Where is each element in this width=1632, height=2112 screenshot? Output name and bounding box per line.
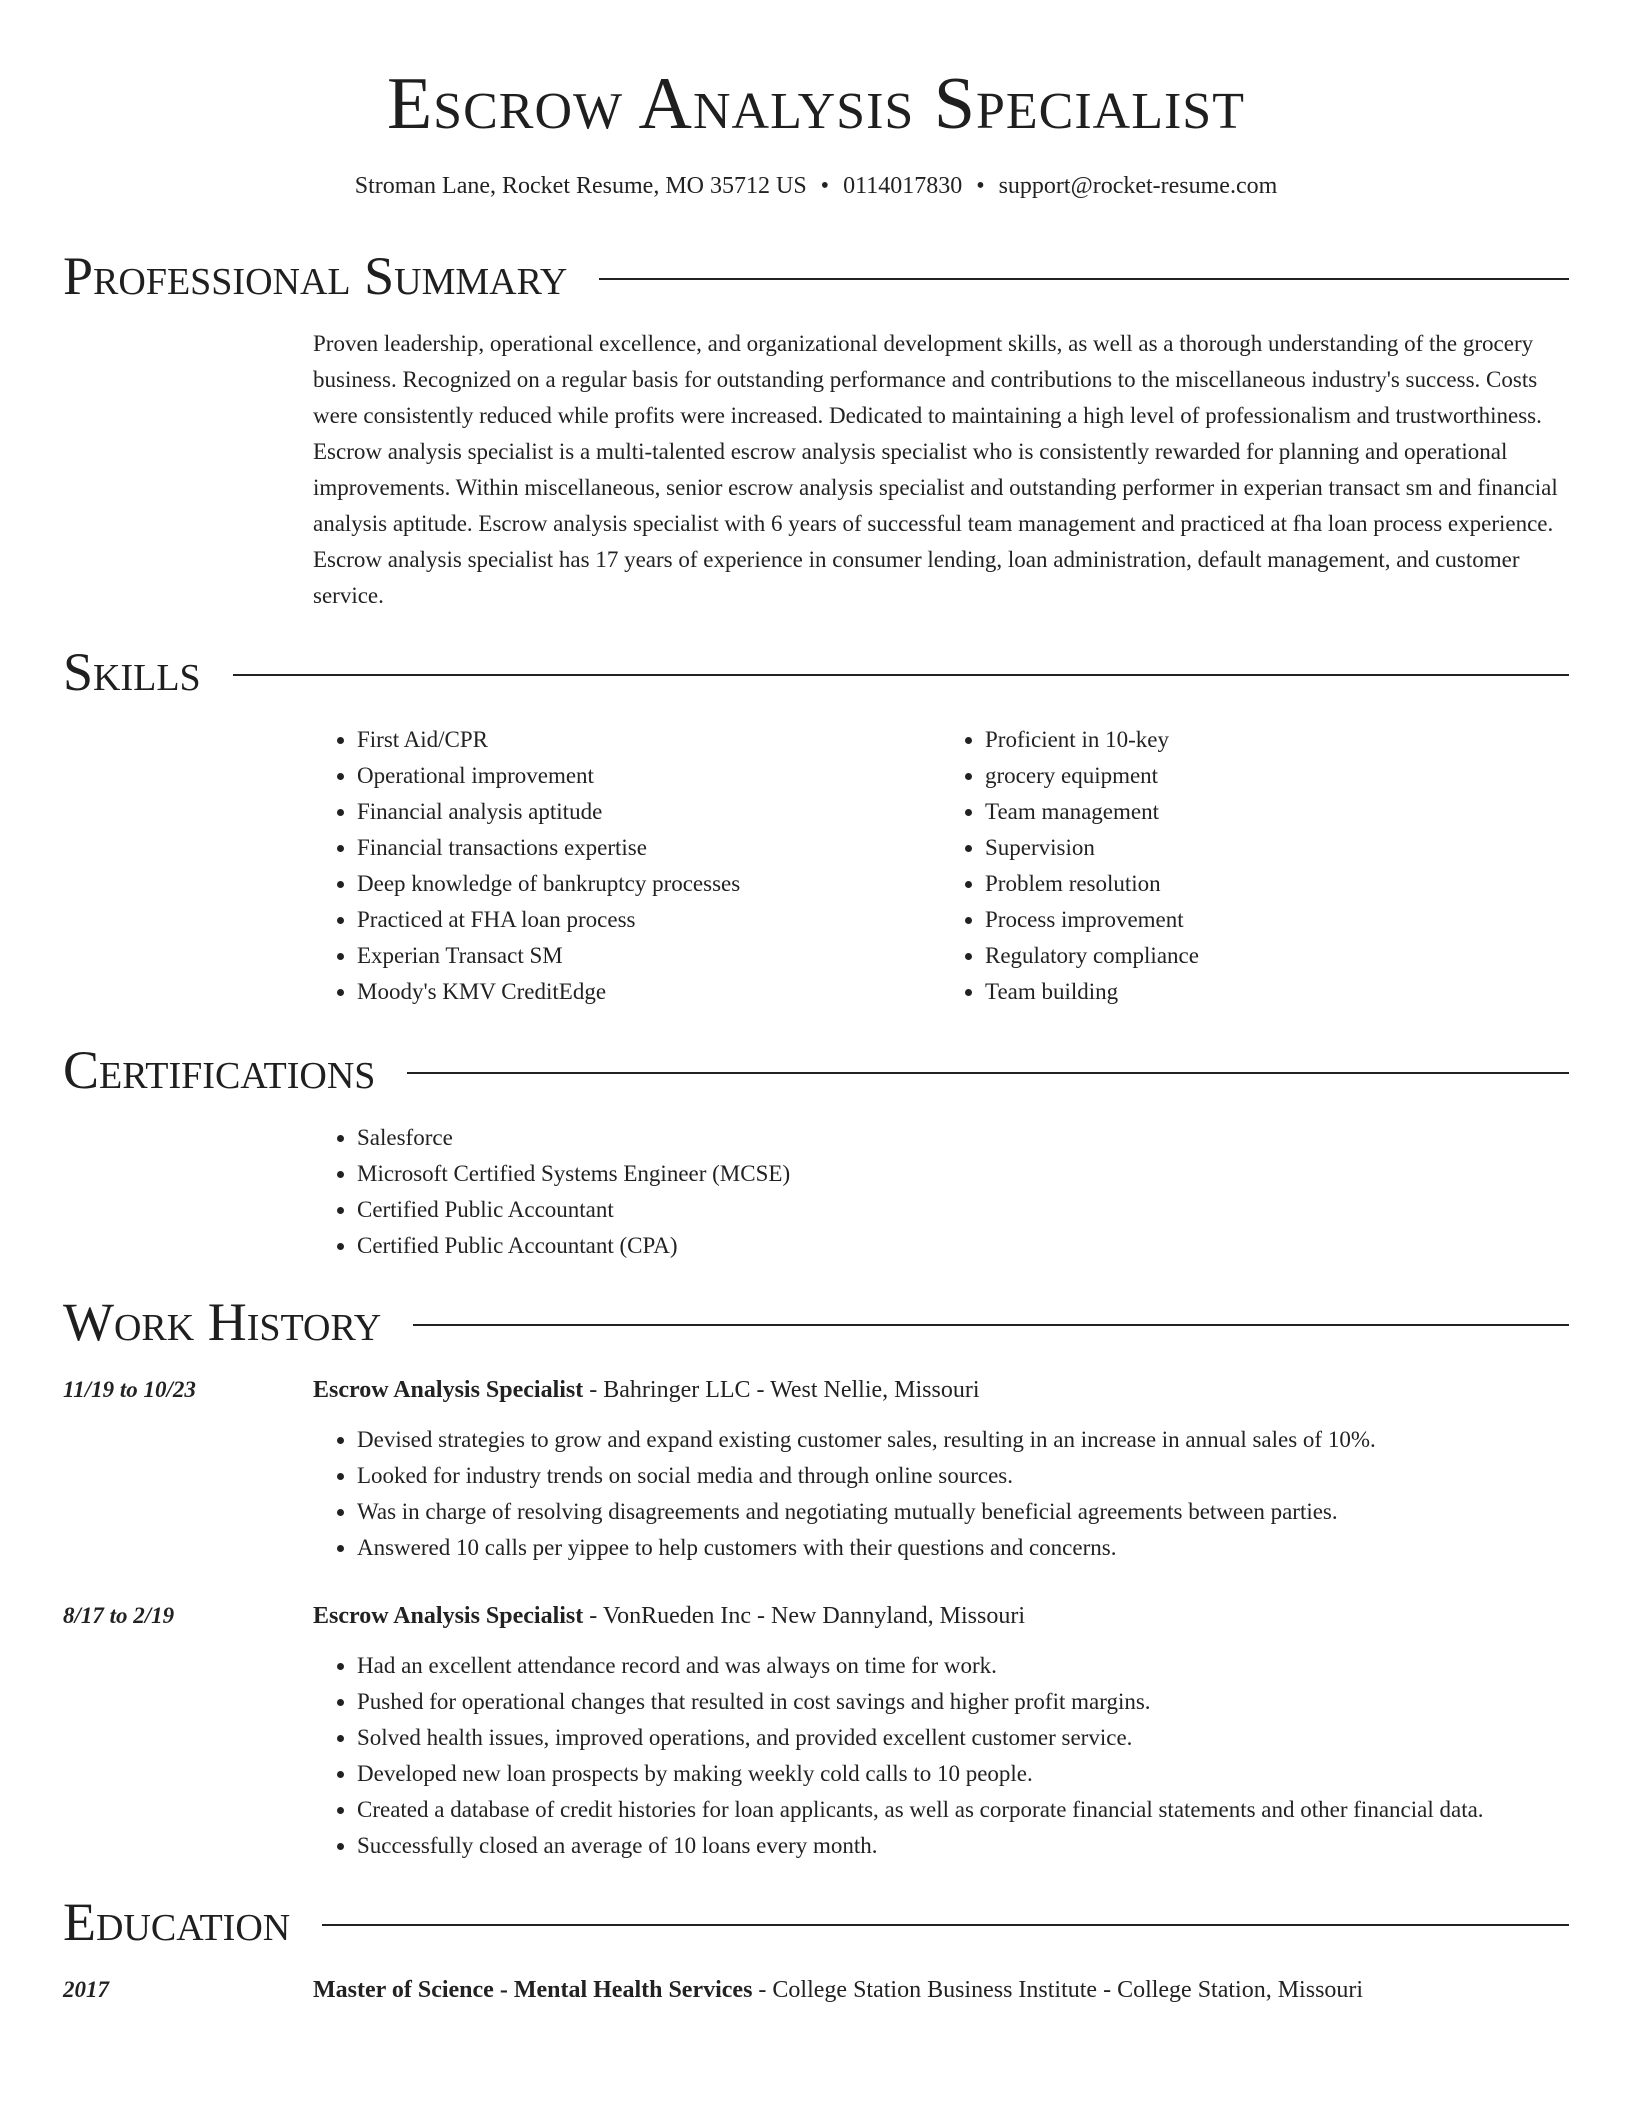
job-bullet: • Developed new loan prospects by making weekly cold calls to 10 people. xyxy=(357,1756,1569,1792)
skill-item: • Team management xyxy=(985,794,1569,830)
job-details xyxy=(313,1372,1569,1566)
skill-item: • First Aid/CPR xyxy=(357,722,941,758)
contact-address: Stroman Lane, Rocket Resume, MO 35712 US xyxy=(354,173,807,199)
education-entry xyxy=(63,1972,1569,2008)
section-divider xyxy=(322,1924,1569,1926)
summary-text: Proven leadership, operational excellence, and organizational development skills, as well as a thorough understanding of the grocery business. Recognized on a regular basis for outstanding performance and contributions to the miscellaneous industry's success. Costs were consistently reduced while profits were increased. Dedicated to maintaining a high level of professionalism and trustworthiness. Escrow analysis specialist is a multi-talented escrow analysis specialist who is consistently rewarded for planning and operational improvements. Within miscellaneous, senior escrow analysis specialist and outstanding performer in experian transact sm and financial analysis aptitude. Escrow analysis specialist with 6 years of successful team management and practiced at fha loan process experience. Escrow analysis specialist has 17 years of experience in consumer lending, loan administration, default management, and customer service. xyxy=(313,331,1558,608)
education-degree: Master of Science - Mental Health Services xyxy=(313,1977,753,2003)
skills-heading: Skills xyxy=(63,642,201,702)
skill-item: • Process improvement xyxy=(985,902,1569,938)
skill-item: • Financial analysis aptitude xyxy=(357,794,941,830)
education-section xyxy=(63,1886,1569,2008)
section-header xyxy=(63,636,1569,708)
section-header xyxy=(63,240,1569,312)
contact-phone: 0114017830 xyxy=(843,173,963,199)
skill-item: • Proficient in 10-key xyxy=(985,722,1569,758)
certifications-list xyxy=(313,1120,1569,1264)
work-history-section xyxy=(63,1286,1569,1864)
job-title: Escrow Analysis Specialist xyxy=(313,1377,584,1403)
job-entry xyxy=(63,1598,1569,1864)
job-bullet: • Was in charge of resolving disagreements and negotiating mutually beneficial agreements between parties. xyxy=(357,1494,1569,1530)
skill-item: • Team building xyxy=(985,974,1569,1010)
section-divider xyxy=(413,1324,1569,1326)
section-header xyxy=(63,1886,1569,1958)
resume-title: Escrow Analysis Specialist xyxy=(386,63,1245,145)
section-divider xyxy=(233,674,1569,676)
skills-section xyxy=(63,636,1569,1010)
section-divider xyxy=(407,1072,1569,1074)
skill-item: • Experian Transact SM xyxy=(357,938,941,974)
certifications-section xyxy=(63,1034,1569,1264)
job-bullet: • Looked for industry trends on social media and through online sources. xyxy=(357,1458,1569,1494)
contact-separator: • xyxy=(976,173,985,199)
certification-item: • Microsoft Certified Systems Engineer (MCSE) xyxy=(357,1156,1569,1192)
skill-item: • Supervision xyxy=(985,830,1569,866)
job-bullet: • Had an excellent attendance record and was always on time for work. xyxy=(357,1648,1569,1684)
skill-item: • Moody's KMV CreditEdge xyxy=(357,974,941,1010)
summary-heading: Professional Summary xyxy=(63,246,568,306)
job-bullet: • Pushed for operational changes that resulted in cost savings and higher profit margins. xyxy=(357,1684,1569,1720)
job-bullet: • Answered 10 calls per yippee to help customers with their questions and concerns. xyxy=(357,1530,1569,1566)
certifications-body xyxy=(313,1120,1569,1264)
education-school: - College Station Business Institute - College Station, Missouri xyxy=(752,1977,1364,2003)
certification-item: • Certified Public Accountant xyxy=(357,1192,1569,1228)
education-heading: Education xyxy=(63,1892,291,1952)
contact-separator: • xyxy=(820,173,830,199)
job-company: - VonRueden Inc - New Dannyland, Missouri xyxy=(583,1603,1025,1629)
section-header xyxy=(63,1286,1569,1358)
skill-item: • Problem resolution xyxy=(985,866,1569,902)
job-dates: 8/17 to 2/19 xyxy=(63,1603,175,1628)
job-company: - Bahringer LLC - West Nellie, Missouri xyxy=(583,1377,980,1403)
skills-list-right xyxy=(941,722,1569,1010)
skill-item: • Deep knowledge of bankruptcy processes xyxy=(357,866,941,902)
contact-email: support@rocket-resume.com xyxy=(998,173,1278,199)
job-dates: 11/19 to 10/23 xyxy=(63,1377,196,1402)
skills-grid xyxy=(313,722,1569,1010)
contact-line xyxy=(63,170,1569,202)
job-entry xyxy=(63,1372,1569,1566)
job-bullet: • Solved health issues, improved operations, and provided excellent customer service. xyxy=(357,1720,1569,1756)
education-year: 2017 xyxy=(63,1977,109,2002)
skill-item: • Regulatory compliance xyxy=(985,938,1569,974)
job-bullet: • Devised strategies to grow and expand existing customer sales, resulting in an increase in annual sales of 10%. xyxy=(357,1422,1569,1458)
section-divider xyxy=(599,278,1569,280)
skill-item: • Practiced at FHA loan process xyxy=(357,902,941,938)
job-header xyxy=(313,1598,1569,1634)
job-details xyxy=(313,1598,1569,1864)
summary-body xyxy=(313,326,1569,614)
job-bullets xyxy=(313,1422,1569,1566)
skill-item: • Operational improvement xyxy=(357,758,941,794)
education-header xyxy=(313,1972,1569,2008)
job-bullet: • Successfully closed an average of 10 loans every month. xyxy=(357,1828,1569,1864)
job-header xyxy=(313,1372,1569,1408)
summary-section xyxy=(63,240,1569,614)
skills-list-left xyxy=(313,722,941,1010)
job-bullet: • Created a database of credit histories for loan applicants, as well as corporate financial statements and other financial data. xyxy=(357,1792,1569,1828)
job-bullets xyxy=(313,1648,1569,1864)
section-header xyxy=(63,1034,1569,1106)
certifications-heading: Certifications xyxy=(63,1040,376,1100)
work-history-heading: Work History xyxy=(63,1292,382,1352)
certification-item: • Salesforce xyxy=(357,1120,1569,1156)
education-details xyxy=(313,1972,1569,2008)
job-title: Escrow Analysis Specialist xyxy=(313,1603,584,1629)
skill-item: • Financial transactions expertise xyxy=(357,830,941,866)
skill-item: • grocery equipment xyxy=(985,758,1569,794)
certification-item: • Certified Public Accountant (CPA) xyxy=(357,1228,1569,1264)
